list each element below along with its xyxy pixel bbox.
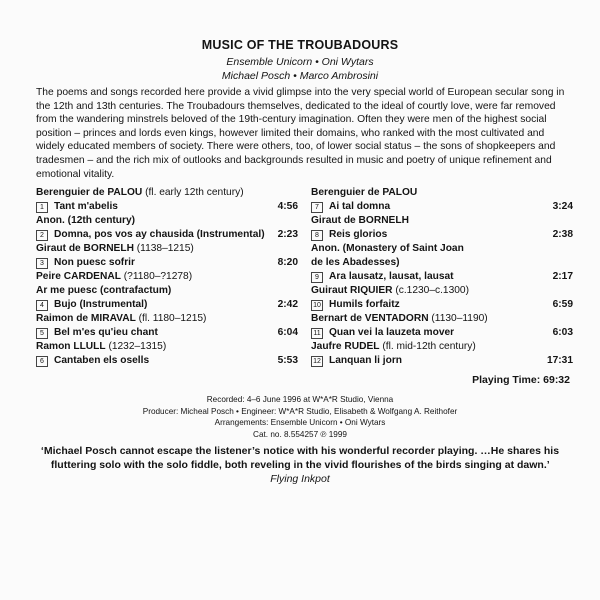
track-row [36,326,298,340]
track-duration: 2:42 [277,299,298,310]
track-title: Bel m'es qu'ieu chant [54,327,158,338]
track-title: Quan vei la lauzeta mover [329,327,455,338]
track-row [311,270,573,284]
track-title: Ara lausatz, lausat, lausat [329,271,454,282]
composer-name: Bernart de VENTADORN [311,313,429,324]
track-title: Humils forfaitz [329,299,400,310]
track-duration: 17:31 [546,355,573,366]
credit-arrangements: Arrangements: Ensemble Unicorn • Oni Wytars [214,418,386,427]
track-duration: 8:20 [277,257,298,268]
track-duration: 3:24 [552,201,573,212]
track-title: Ai tal domna [329,201,391,212]
quote-source: Flying Inkpot [270,473,330,485]
track-number: 3 [36,258,48,269]
composer-dates: (1130–1190) [431,313,488,324]
composer-name: Giraut de BORNELH [36,243,134,254]
track-row [36,228,298,242]
composer-header [311,312,573,326]
composer-name: Peire CARDENAL [36,271,121,282]
composer-header-extra [36,284,298,298]
composer-dates: (fl. 1180–1215) [138,313,207,324]
track-number: 12 [311,356,323,367]
track-title: Reis glorios [329,229,388,240]
composer-name: Ramon LLULL [36,341,106,352]
track-row [311,228,573,242]
track-row [36,354,298,368]
credit-catalog: Cat. no. 8.554257 ℗ 1999 [253,429,347,439]
composer-name: Guiraut RIQUIER [311,285,393,296]
track-row [36,298,298,312]
track-duration: 2:17 [552,271,573,282]
track-number: 9 [311,272,323,283]
composer-name: Berenguier de PALOU [36,187,143,198]
composer-subtitle: Ar me puesc (contrafactum) [36,285,172,296]
track-number: 10 [311,300,323,311]
track-duration: 5:53 [277,355,298,366]
track-row [311,200,573,214]
credit-producer: Producer: Micheal Posch • Engineer: W*A*R Studio, Elisabeth & Wolfgang A. Reithofer [142,406,458,416]
performers-line-1: Ensemble Unicorn • Oni Wytars [226,56,374,68]
track-duration: 6:04 [277,327,298,338]
composer-dates: (c.1230–c.1300) [395,285,469,296]
review-quote [40,444,560,486]
composer-header [36,270,298,284]
track-duration: 6:59 [552,299,573,310]
composer-dates: (fl. early 12th century) [145,187,244,198]
playing-time: Playing Time: 69:32 [472,374,570,386]
composer-header [36,340,298,354]
track-title: Tant m'abelis [54,201,118,212]
composer-header [36,242,298,256]
quote-text: ‘Michael Posch cannot escape the listener’s notice with his wonderful recorder playing. …He shares his fluttering solo with the solo fiddle, both reveling in the vivid flourishes of the birds singing at dawn.’ [40,445,560,471]
track-title: Cantaben els osells [54,355,150,366]
track-number: 8 [311,230,323,241]
composer-header [311,284,573,298]
composer-name: Jaufre RUDEL [311,341,380,352]
track-number: 4 [36,300,48,311]
track-number: 1 [36,202,48,213]
composer-name: Raimon de MIRAVAL [36,313,136,324]
composer-header [311,186,573,200]
composer-name: Anon. (Monastery of Saint Joan [311,243,464,254]
composer-subtitle: de les Abadesses) [311,257,400,268]
performers-line-2: Michael Posch • Marco Ambrosini [221,70,379,82]
composer-name: Berenguier de PALOU [311,187,418,198]
composer-dates: (1232–1315) [108,341,167,352]
credit-recorded: Recorded: 4–6 June 1996 at W*A*R Studio, Vienna [206,395,394,404]
composer-header [36,312,298,326]
track-number: 2 [36,230,48,241]
composer-header [311,214,573,228]
composer-header-extra [311,256,573,270]
track-title: Domna, pos vos ay chausida (Instrumental) [54,229,265,240]
track-number: 5 [36,328,48,339]
page-title: MUSIC OF THE TROUBADOURS [201,38,399,52]
track-row [311,298,573,312]
composer-name: Anon. (12th century) [36,215,136,226]
track-row [36,200,298,214]
track-duration: 4:56 [277,201,298,212]
composer-header [36,214,298,228]
track-number: 6 [36,356,48,367]
credits [0,394,600,440]
composer-dates: (1138–1215) [136,243,194,254]
track-list-left [36,186,298,368]
track-number: 11 [311,328,323,339]
track-duration: 6:03 [552,327,573,338]
track-duration: 2:23 [277,229,298,240]
track-number: 7 [311,202,323,213]
track-row [311,326,573,340]
composer-name: Giraut de BORNELH [311,215,409,226]
composer-dates: (?1180–?1278) [123,271,193,282]
composer-header [311,242,573,256]
track-row [36,256,298,270]
composer-header [36,186,298,200]
intro-paragraph: The poems and songs recorded here provide a vivid glimpse into the very special world of European secular song in the 12th and 13th centuries. The Troubadours themselves, dedicated to the ideal of courtly love, were far removed from the wandering minstrels beloved of the 19th-century imagination. Often they were men of the highest social position – princes and lords even kings, however limited their domains, who ranked with the most cultivated and widely educated members of society. There were others, too, of lower social status – the sons of shopkeepers and tradesmen – and the rich mix of outlooks and backgrounds resulted in music and poetry of unique refinement and emotional vitality. [36,87,565,180]
track-title: Bujo (Instrumental) [54,299,148,310]
track-title: Non puesc sofrir [54,257,135,268]
track-row [311,354,573,368]
track-list-right [311,186,573,368]
track-title: Lanquan li jorn [329,355,403,366]
track-duration: 2:38 [552,229,573,240]
composer-dates: (fl. mid-12th century) [382,341,476,352]
composer-header [311,340,573,354]
